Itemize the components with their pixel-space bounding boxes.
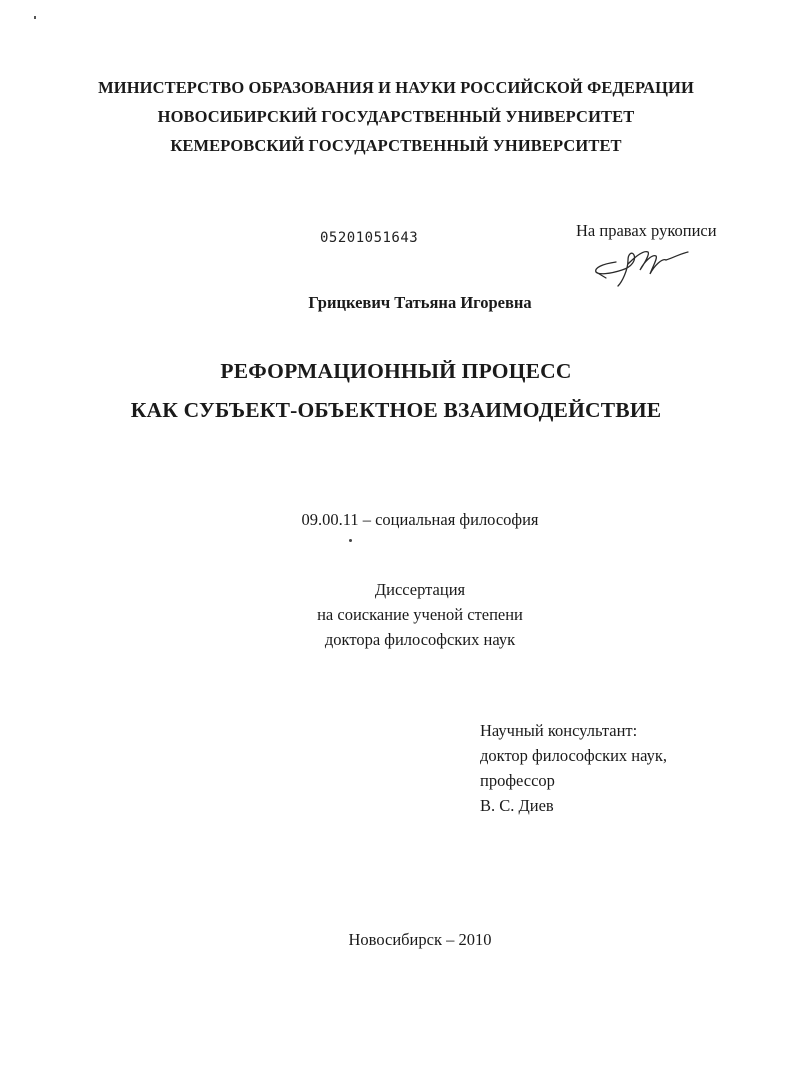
consultant-name: В. С. Диев bbox=[480, 796, 554, 815]
city-year: Новосибирск – 2010 bbox=[348, 930, 492, 949]
ministry-heading: МИНИСТЕРСТВО ОБРАЗОВАНИЯ И НАУКИ РОССИЙСКОЙ ФЕДЕРАЦИИ bbox=[98, 78, 694, 97]
consultant-degree: доктор философских наук, bbox=[480, 746, 667, 765]
archive-code: 05201051643 bbox=[320, 230, 419, 246]
university-heading-novosibirsk: НОВОСИБИРСКИЙ ГОСУДАРСТВЕННЫЙ УНИВЕРСИТЕТ bbox=[157, 107, 635, 126]
consultant-label: Научный консультант: bbox=[480, 721, 638, 740]
manuscript-rights-note: На правах рукописи bbox=[576, 221, 717, 240]
thesis-title-line-1: РЕФОРМАЦИОННЫЙ ПРОЦЕСС bbox=[220, 359, 572, 383]
degree-purpose: на соискание ученой степени bbox=[317, 605, 523, 624]
scan-mark bbox=[34, 16, 36, 19]
thesis-title-line-2: КАК СУБЪЕКТ-ОБЪЕКТНОЕ ВЗАИМОДЕЙСТВИЕ bbox=[130, 398, 662, 422]
scan-mark bbox=[349, 539, 352, 542]
consultant-rank: профессор bbox=[480, 771, 555, 790]
university-heading-kemerovo: КЕМЕРОВСКИЙ ГОСУДАРСТВЕННЫЙ УНИВЕРСИТЕТ bbox=[170, 136, 622, 155]
specialty-code: 09.00.11 – социальная философия bbox=[301, 510, 539, 529]
signature-icon bbox=[588, 240, 698, 290]
degree-name: доктора философских наук bbox=[324, 630, 516, 649]
author-name: Грицкевич Татьяна Игоревна bbox=[308, 293, 532, 312]
document-type: Диссертация bbox=[374, 580, 466, 599]
